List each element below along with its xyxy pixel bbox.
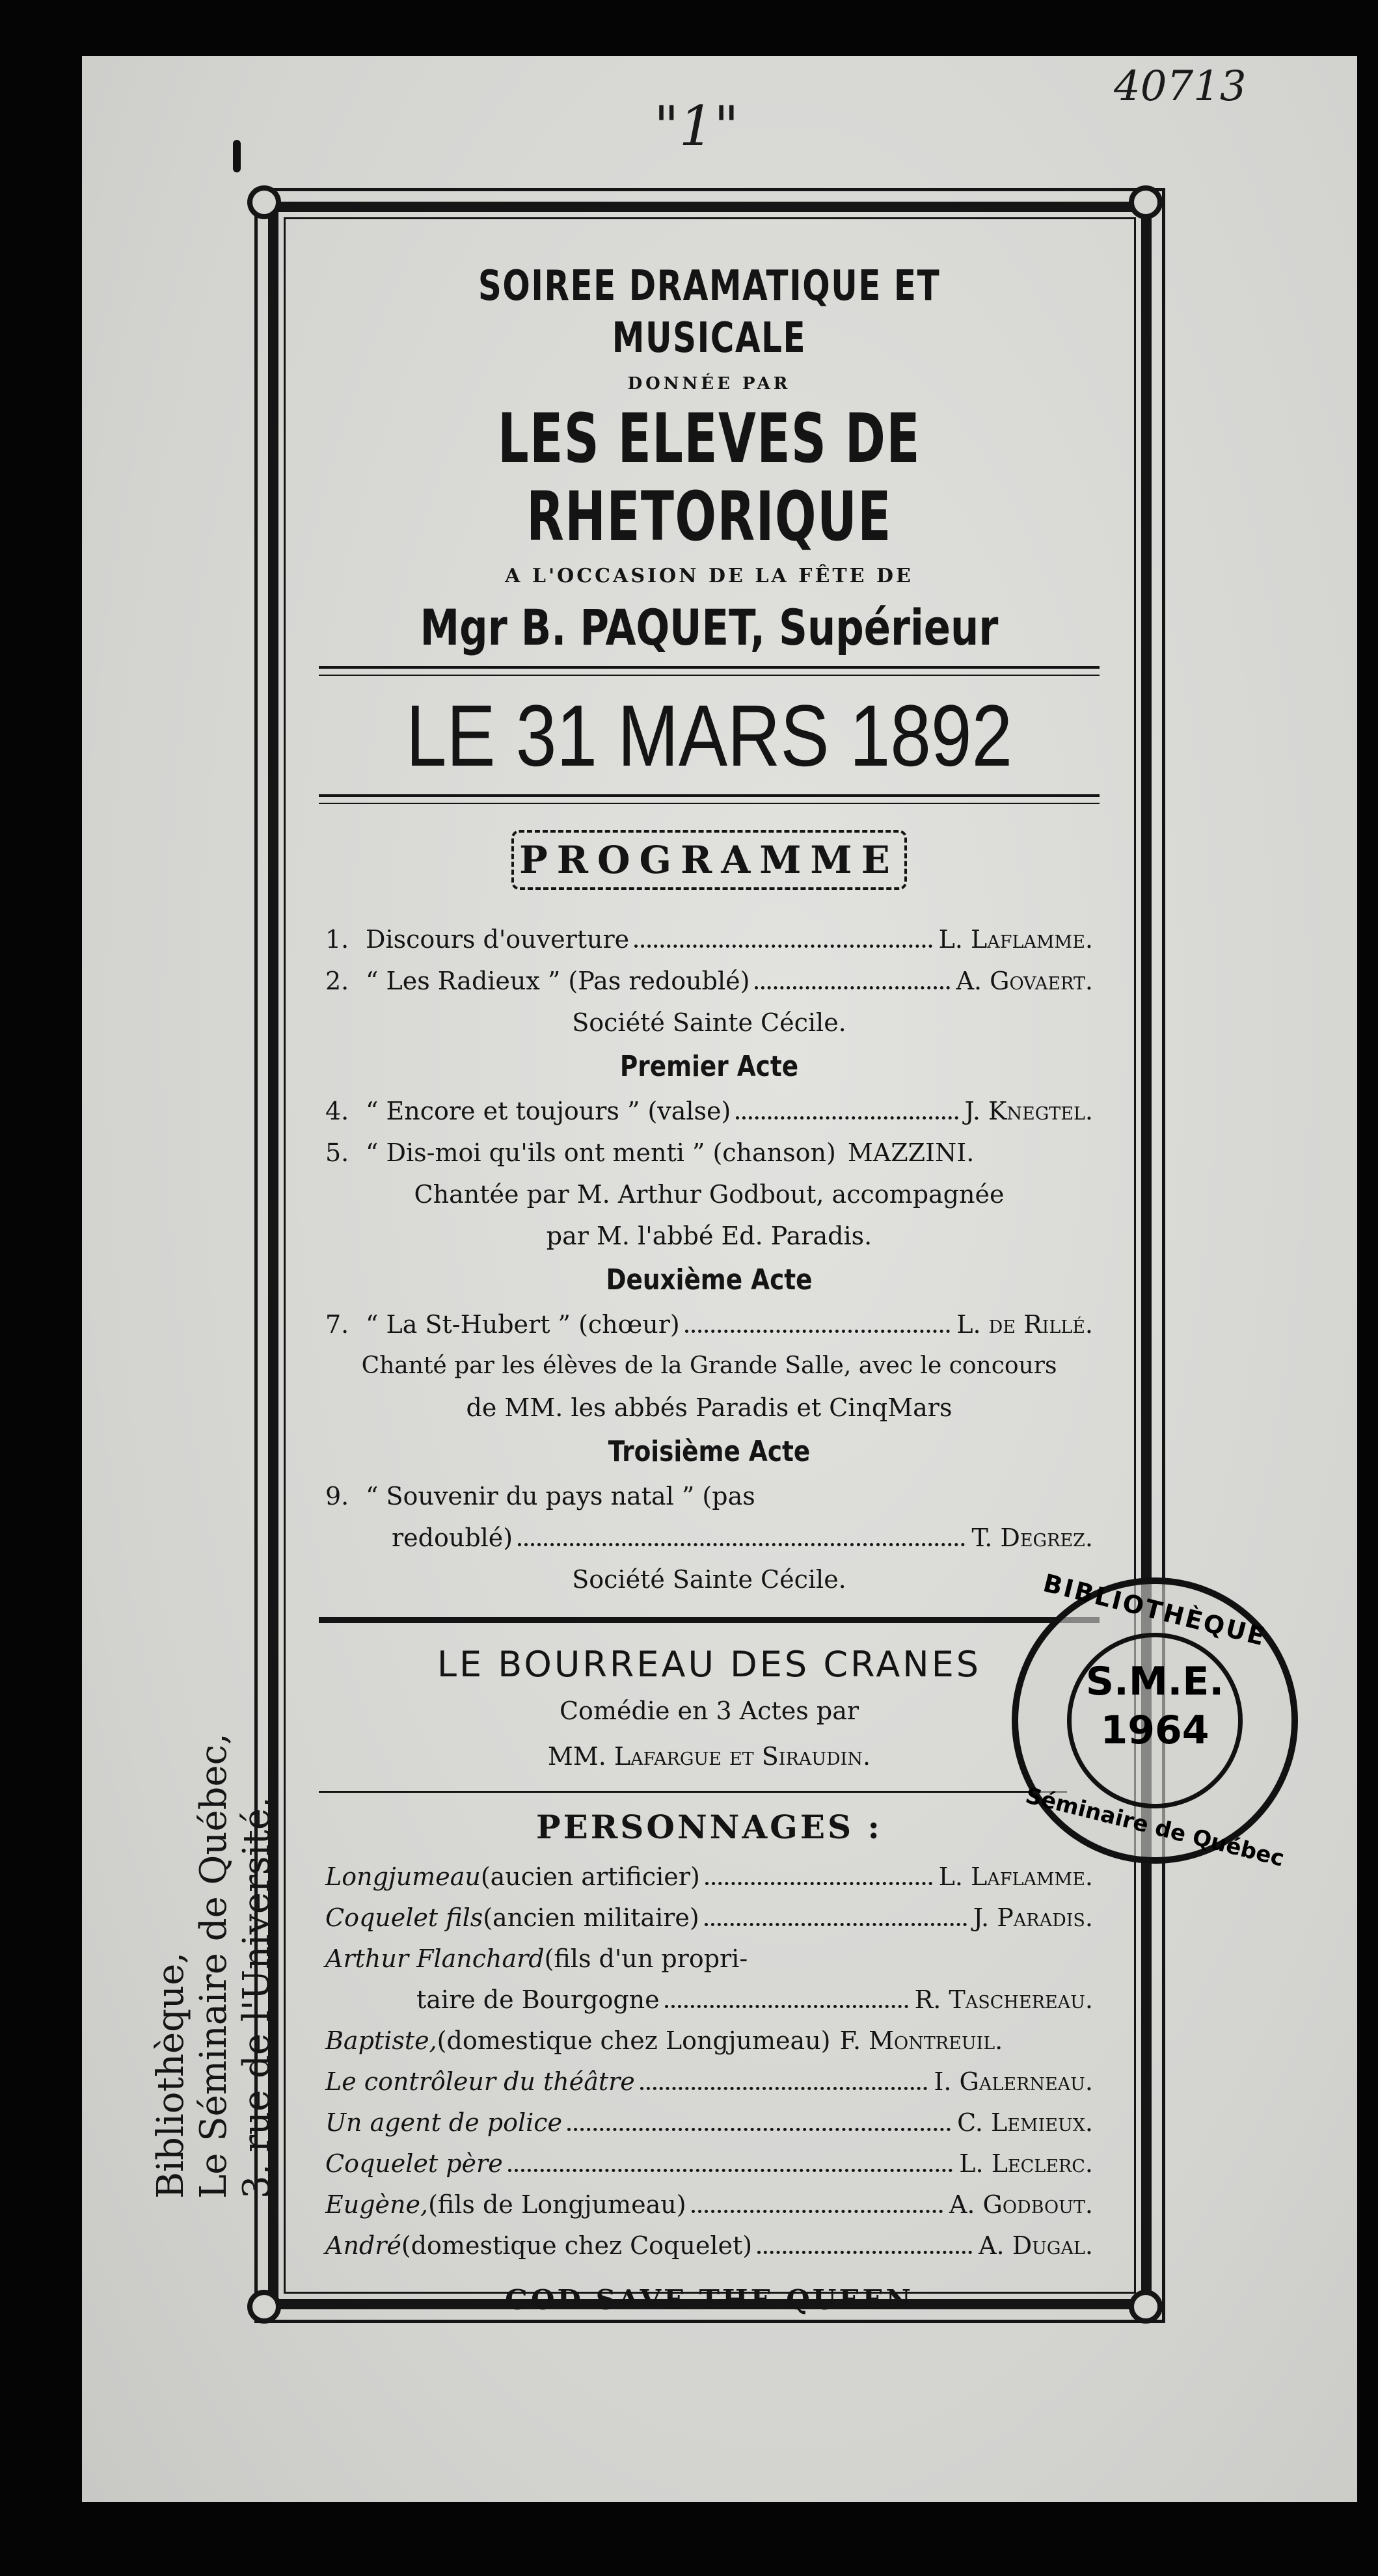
act-heading: Troisième Acte xyxy=(608,1435,811,1468)
event-title: SOIREE DRAMATIQUE ET MUSICALE xyxy=(478,262,941,362)
program-note: Chanté par les élèves de la Grande Salle, avec le concours xyxy=(361,1352,1057,1379)
act-heading: Deuxième Acte xyxy=(606,1263,813,1296)
program-note: Chantée par M. Arthur Godbout, accompagnée xyxy=(414,1180,1005,1209)
programme-heading: PROGRAMME xyxy=(511,830,907,890)
program-item: 5. “ Dis-moi qu'ils ont menti ” (chanson) MAZZINI. xyxy=(325,1138,975,1167)
divider xyxy=(319,1617,1100,1623)
cast-row: Eugène, (fils de Longjumeau) A. Godbout. xyxy=(325,2190,1093,2219)
cast-row: Le contrôleur du théâtre I. Galerneau. xyxy=(325,2067,1093,2096)
program-list xyxy=(325,919,1093,1600)
comedy-subtitle: Comédie en 3 Actes par xyxy=(559,1697,859,1725)
divider xyxy=(319,794,1100,804)
seal-initials: S.M.E. xyxy=(1085,1659,1224,1704)
act-heading: Premier Acte xyxy=(619,1050,799,1083)
corner-ornament-icon xyxy=(1129,2290,1163,2324)
program-item: 7. “ La St-Hubert ” (chœur) L. de Rillé. xyxy=(325,1310,1093,1339)
closing-line: GOD SAVE THE QUEEN xyxy=(505,2284,913,2316)
program-note: par M. l'abbé Ed. Paradis. xyxy=(546,1222,872,1250)
handwritten-mark: "1" xyxy=(654,94,739,158)
cast-row: Longjumeau (aucien artificier) L. Laflamme. xyxy=(325,1862,1093,1891)
program-item: 1. Discours d'ouverture L. Laflamme. xyxy=(325,925,1093,954)
cast-row: Un agent de police C. Lemieux. xyxy=(325,2108,1093,2137)
cast-row: Coquelet père L. Leclerc. xyxy=(325,2149,1093,2178)
cast-heading: PERSONNAGES : xyxy=(536,1808,882,1846)
cast-row: Coquelet fils (ancien militaire) J. Paradis. xyxy=(325,1903,1093,1932)
honoree: Mgr B. PAQUET, Supérieur xyxy=(420,598,999,656)
program-note: Société Sainte Cécile. xyxy=(572,1008,846,1037)
divider xyxy=(319,1791,1067,1793)
cast-row: Arthur Flanchard (fils d'un propri- xyxy=(325,1944,748,1973)
program-item: 4. “ Encore et toujours ” (valse) J. Knegtel. xyxy=(325,1097,1093,1125)
catalog-number: 40713 xyxy=(1114,62,1247,111)
divider xyxy=(319,666,1100,676)
program-item-continued: redoublé) T. Degrez. xyxy=(392,1523,1093,1552)
ink-mark xyxy=(233,140,241,172)
seal-top-text: BIBLIOTHÈQUE xyxy=(1040,1568,1269,1652)
corner-ornament-icon xyxy=(247,185,281,219)
cast-row: André (domestique chez Coquelet) A. Dugal. xyxy=(325,2231,1093,2260)
given-by: DONNÉE PAR xyxy=(627,374,791,394)
corner-ornament-icon xyxy=(247,2290,281,2324)
library-stamp: Bibliothèque, Le Séminaire de Québec, 3, rue de l'Université, xyxy=(150,1733,278,2199)
cast-row: Baptiste, (domestique chez Longjumeau) F. Montreuil. xyxy=(325,2026,1003,2055)
seal-bottom-text: Séminaire de Québec xyxy=(1023,1782,1287,1872)
performers-title: LES ELEVES DE RHETORIQUE xyxy=(497,399,921,556)
program-note: de MM. les abbés Paradis et CinqMars xyxy=(466,1393,952,1422)
occasion-line: A L'OCCASION DE LA FÊTE DE xyxy=(505,565,913,587)
library-seal xyxy=(1012,1568,1298,1872)
cast-row: taire de Bourgogne R. Taschereau. xyxy=(416,1985,1093,2014)
seal-year: 1964 xyxy=(1100,1708,1209,1753)
comedy-authors: MM. Lafargue et Siraudin. xyxy=(547,1742,871,1771)
event-date: LE 31 MARS 1892 xyxy=(405,688,1013,785)
program-item: 9. “ Souvenir du pays natal ” (pas xyxy=(325,1482,755,1510)
program-note: Société Sainte Cécile. xyxy=(572,1565,846,1594)
program-item: 2. “ Les Radieux ” (Pas redoublé) A. Govaert. xyxy=(325,967,1093,995)
corner-ornament-icon xyxy=(1129,185,1163,219)
comedy-title: LE BOURREAU DES CRANES xyxy=(437,1644,982,1685)
